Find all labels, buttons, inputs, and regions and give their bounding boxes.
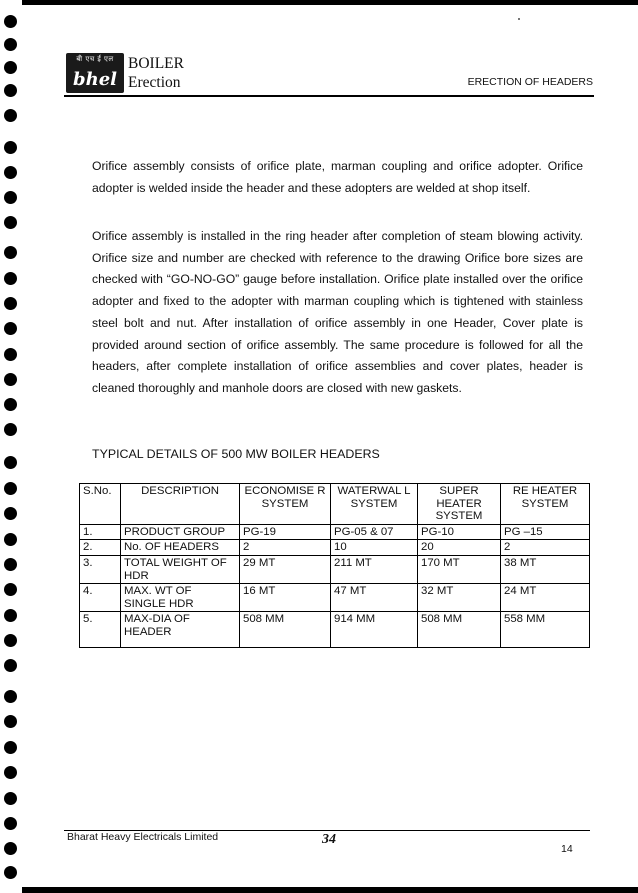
table-row xyxy=(80,555,590,583)
table-cell: PRODUCT GROUP xyxy=(121,524,240,540)
binder-hole xyxy=(4,15,17,28)
binder-hole xyxy=(4,690,17,703)
binder-hole xyxy=(4,634,17,647)
table-cell: 508 MM xyxy=(418,612,501,647)
binder-hole xyxy=(4,482,17,495)
logo-mark: bhel xyxy=(73,69,117,90)
table-cell: 29 MT xyxy=(240,555,331,583)
table-cell: 170 MT xyxy=(418,555,501,583)
binder-hole xyxy=(4,166,17,179)
binder-hole xyxy=(4,659,17,672)
binder-hole xyxy=(4,297,17,310)
table-cell: PG-05 & 07 xyxy=(331,524,418,540)
table-cell: 508 MM xyxy=(240,612,331,647)
binder-hole xyxy=(4,866,17,879)
table-row xyxy=(80,612,590,647)
binder-holes xyxy=(0,0,22,893)
table-cell: 914 MM xyxy=(331,612,418,647)
table-header-row xyxy=(80,484,590,525)
table-row xyxy=(80,584,590,612)
page-number: 14 xyxy=(561,843,573,855)
section-title: ERECTION OF HEADERS xyxy=(467,76,593,88)
binder-hole xyxy=(4,191,17,204)
binder-hole xyxy=(4,373,17,386)
binder-hole xyxy=(4,348,17,361)
paragraph-orifice-assembly: Orifice assembly consists of orifice plate, marman coupling and orifice adopter. Orifice adopter is welded inside the header and these adopters are welded at shop itself. xyxy=(92,159,583,195)
binder-hole xyxy=(4,456,17,469)
table-cell: 10 xyxy=(331,540,418,556)
handwritten-page-mark: 34 xyxy=(322,832,336,847)
binder-hole xyxy=(4,583,17,596)
table-cell: 4. xyxy=(80,584,121,612)
column-header: DESCRIPTION xyxy=(121,484,240,525)
binder-hole xyxy=(4,84,17,97)
binder-hole xyxy=(4,38,17,51)
table-cell: 38 MT xyxy=(501,555,590,583)
table-cell: 2. xyxy=(80,540,121,556)
table-cell: PG-19 xyxy=(240,524,331,540)
column-header: RE HEATER SYSTEM xyxy=(501,484,590,525)
table-cell: MAX. WT OF SINGLE HDR xyxy=(121,584,240,612)
table-cell: 32 MT xyxy=(418,584,501,612)
binder-hole xyxy=(4,398,17,411)
page-top-border xyxy=(22,0,638,5)
binder-hole xyxy=(4,272,17,285)
headers-table xyxy=(79,483,590,648)
footer-company: Bharat Heavy Electricals Limited xyxy=(67,831,219,843)
column-header: SUPER HEATER SYSTEM xyxy=(418,484,501,525)
binder-hole xyxy=(4,766,17,779)
table-cell: TOTAL WEIGHT OF HDR xyxy=(121,555,240,583)
binder-hole xyxy=(4,715,17,728)
binder-hole xyxy=(4,533,17,546)
binder-hole xyxy=(4,507,17,520)
table-cell: 5. xyxy=(80,612,121,647)
binder-hole xyxy=(4,61,17,74)
column-header: WATERWAL L SYSTEM xyxy=(331,484,418,525)
binder-hole xyxy=(4,842,17,855)
table-caption: TYPICAL DETAILS OF 500 MW BOILER HEADERS xyxy=(92,447,380,461)
table-cell: No. OF HEADERS xyxy=(121,540,240,556)
table-cell: 24 MT xyxy=(501,584,590,612)
logo-hindi-text: बी एच ई एल xyxy=(76,55,114,63)
column-header: S.No. xyxy=(80,484,121,525)
table-cell: MAX-DIA OF HEADER xyxy=(121,612,240,647)
binder-hole xyxy=(4,558,17,571)
binder-hole xyxy=(4,609,17,622)
binder-hole xyxy=(4,792,17,805)
table-cell: 47 MT xyxy=(331,584,418,612)
binder-hole xyxy=(4,817,17,830)
paragraph-installation: Orifice assembly is installed in the ring header after completion of steam blowing activity. Orifice size and number are checked with reference to the drawing Orifice bore sizes are checked with “GO-NO-GO” gauge before installation. Orifice plate installed over the orifice adopter and fixed to the adopter with marman coupling which is tightened with stainless steel bolt and nut. After installation of orifice assembly in one Header, Cover plate is provided around section of orifice assembly. The same procedure is followed for all the headers, after complete installation of orifice assemblies and cover plates, header is cleaned thoroughly and manhole doors are closed with new gaskets. xyxy=(92,229,583,395)
table-row xyxy=(80,524,590,540)
bhel-logo xyxy=(66,53,124,93)
binder-hole xyxy=(4,216,17,229)
page-bottom-border xyxy=(22,887,638,893)
table-cell: 2 xyxy=(501,540,590,556)
table-cell: 1. xyxy=(80,524,121,540)
binder-hole xyxy=(4,141,17,154)
table-cell: 20 xyxy=(418,540,501,556)
binder-hole xyxy=(4,322,17,335)
binder-hole xyxy=(4,246,17,259)
table-row xyxy=(80,540,590,556)
binder-hole xyxy=(4,741,17,754)
table-cell: 211 MT xyxy=(331,555,418,583)
table-cell: 558 MM xyxy=(501,612,590,647)
table-cell: PG –15 xyxy=(501,524,590,540)
header-rule xyxy=(64,95,594,97)
scan-speck xyxy=(518,18,520,20)
table-cell: PG-10 xyxy=(418,524,501,540)
table-cell: 3. xyxy=(80,555,121,583)
brand-subtitle: Erection xyxy=(128,74,181,91)
binder-hole xyxy=(4,423,17,436)
table-cell: 2 xyxy=(240,540,331,556)
column-header: ECONOMISE R SYSTEM xyxy=(240,484,331,525)
brand-title: BOILER xyxy=(128,55,184,72)
table-cell: 16 MT xyxy=(240,584,331,612)
binder-hole xyxy=(4,109,17,122)
